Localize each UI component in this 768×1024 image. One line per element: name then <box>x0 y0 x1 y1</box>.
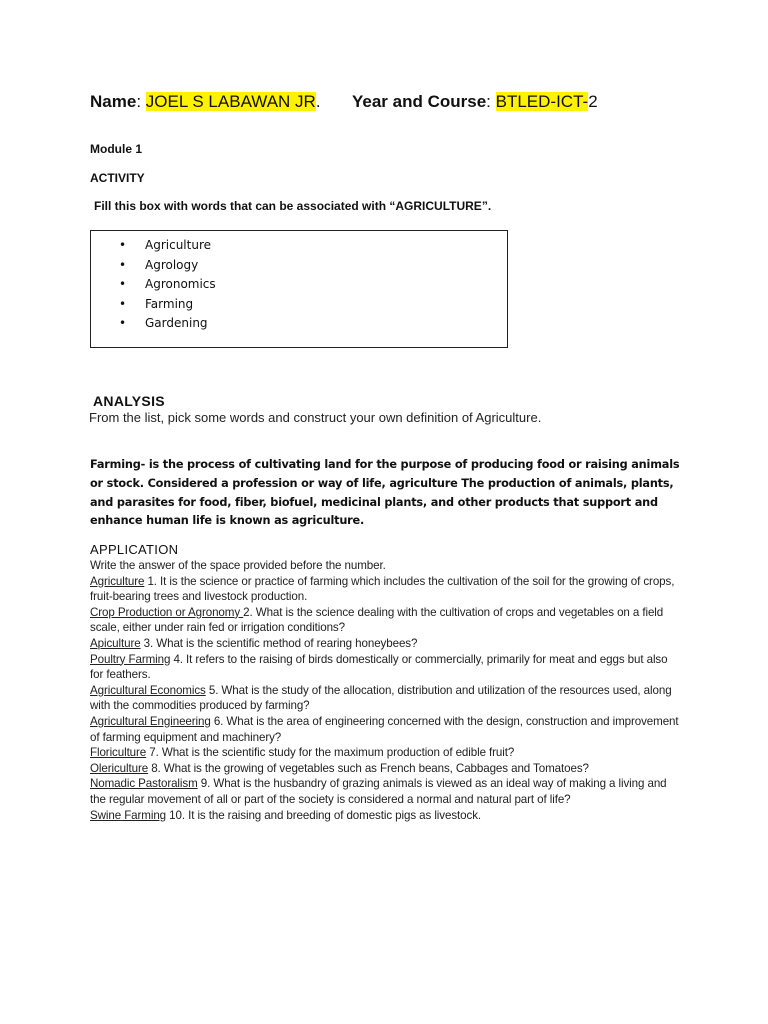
student-header <box>90 92 730 112</box>
list-item <box>119 295 216 315</box>
module-title: Module 1 <box>90 142 143 156</box>
question-text: 4. It refers to the raising of birds domestically or commercially, primarily for meat and eggs but also for feathers. <box>90 652 668 682</box>
question-item <box>90 605 680 636</box>
answer-text: Floriculture <box>90 746 147 760</box>
question-text: 3. What is the scientific method of rearing honeybees? <box>140 636 418 650</box>
question-text: 10. It is the raising and breeding of domestic pigs as livestock. <box>166 808 482 822</box>
answer-text: Crop Production or Agronomy <box>90 605 244 619</box>
name-period: . <box>315 92 321 111</box>
list-item <box>119 256 216 276</box>
answer-text: Swine Farming <box>90 808 167 822</box>
list-item-label: Farming <box>145 296 194 311</box>
list-item <box>119 236 216 256</box>
year-colon: : <box>486 92 496 111</box>
analysis-instruction: From the list, pick some words and construct your own definition of Agriculture. <box>89 410 542 425</box>
question-text: 7. What is the scientific study for the maximum production of edible fruit? <box>146 746 515 760</box>
question-text: 9. What is the husbandry of grazing animals is viewed as an ideal way of making a living and the regular movement of all or part of the society is considered a normal and natural part of life? <box>90 777 667 806</box>
question-text: 2. What is the science dealing with the cultivation of crops and vegetables on a field scale, either under rain fed or irrigation conditions? <box>90 605 664 635</box>
answer-text: Poultry Farming <box>90 652 171 666</box>
answer-text: Apiculture <box>90 636 141 650</box>
year-course <box>352 92 598 112</box>
question-item <box>90 745 680 761</box>
question-item <box>90 761 680 777</box>
question-item <box>90 683 680 714</box>
analysis-title: ANALYSIS <box>93 393 165 409</box>
question-item <box>90 652 680 683</box>
analysis-heading <box>93 393 165 409</box>
year-course-label: Year and Course <box>352 92 487 111</box>
activity-box <box>90 230 508 348</box>
name-value: JOEL S LABAWAN JR <box>145 92 316 111</box>
list-item-label: Agronomics <box>145 277 216 291</box>
list-item-label: Agrology <box>145 257 199 272</box>
answer-text: Nomadic Pastoralism <box>90 777 198 791</box>
question-item <box>90 574 680 605</box>
analysis-definition: Farming- is the process of cultivating land for the purpose of producing food or raising animals or stock. Considered a profession or way of life, agriculture The production of animals, plants, and parasites for food, fiber, biofuel, medicinal plants, and other products that support and enhance human life is known as agriculture. <box>90 458 680 528</box>
application-instruction: Write the answer of the space provided before the number. <box>90 559 386 572</box>
bullet-icon: • <box>119 296 127 311</box>
answer-text: Agricultural Engineering <box>90 714 211 728</box>
list-item <box>119 314 216 334</box>
question-item <box>90 776 680 807</box>
question-item <box>90 636 680 652</box>
list-item <box>119 275 216 295</box>
answer-text: Agriculture <box>90 574 145 588</box>
list-item-label: Agriculture <box>145 238 211 252</box>
question-item <box>90 714 680 745</box>
application-list <box>90 558 680 823</box>
question-text: 6. What is the area of engineering concerned with the design, construction and improvement of farming equipment and machinery? <box>90 714 679 744</box>
year-course-value: BTLED-ICT- <box>495 92 589 111</box>
question-text: 8. What is the growing of vegetables such as French beans, Cabbages and Tomatoes? <box>148 761 589 775</box>
list-item-label: Gardening <box>145 316 208 330</box>
question-text: 5. What is the study of the allocation, distribution and utilization of the resources used, along with the commodities produced by farming? <box>90 683 672 713</box>
bullet-icon: • <box>119 257 127 272</box>
answer-text: Agricultural Economics <box>90 683 206 697</box>
activity-instruction: Fill this box with words that can be associated with “AGRICULTURE”. <box>94 199 492 213</box>
bullet-icon: • <box>119 277 127 291</box>
name-label: Name <box>90 92 137 111</box>
bullet-icon: • <box>119 316 127 330</box>
year-course-suffix: 2 <box>588 92 598 111</box>
question-text: 1. It is the science or practice of farming which includes the cultivation of the soil for the growing of crops, fruit-bearing trees and livestock production. <box>90 574 675 604</box>
answer-text: Olericulture <box>90 761 149 775</box>
name-colon: : <box>136 92 146 111</box>
question-item <box>90 808 680 824</box>
bullet-icon: • <box>119 238 127 252</box>
application-title: APPLICATION <box>90 542 179 557</box>
activity-title: ACTIVITY <box>90 171 145 185</box>
activity-list <box>119 236 216 334</box>
